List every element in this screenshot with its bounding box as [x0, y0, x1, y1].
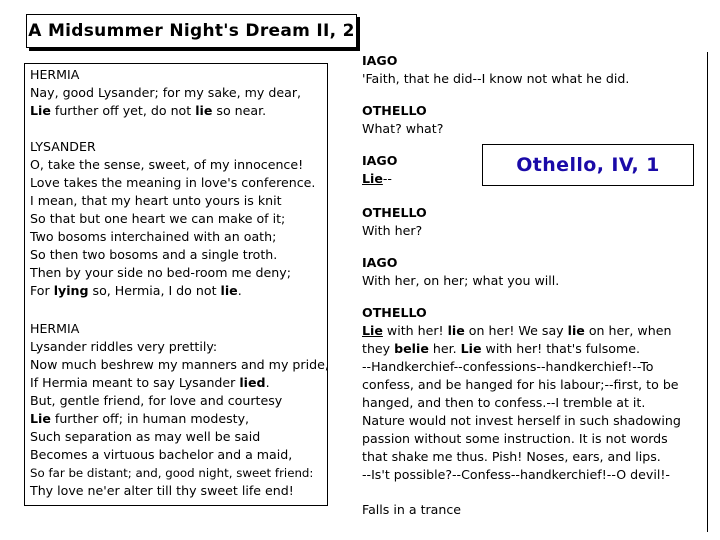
- speaker-name: OTHELLO: [362, 305, 427, 320]
- stage-direction-text: Falls in a trance: [362, 502, 462, 517]
- keyword-lie: lie: [447, 323, 465, 338]
- verse-text: her.: [428, 341, 461, 356]
- othello-speech-1: [362, 102, 702, 138]
- verse-line: O, take the sense, sweet, of my innocence!: [30, 157, 304, 172]
- speaker-name: IAGO: [362, 153, 398, 168]
- stage-direction: [362, 501, 702, 519]
- verse-line: Now much beshrew my manners and my pride,: [30, 357, 329, 372]
- verse-line: that shake me thus. Pish! Noses, ears, and lips.: [362, 449, 661, 464]
- title-box: [26, 14, 357, 48]
- verse-line: [30, 102, 301, 120]
- keyword-lie: Lie: [30, 103, 51, 118]
- keyword-lying: lying: [53, 283, 89, 298]
- lysander-speech: [30, 138, 315, 300]
- verse-text: so, Hermia, I do not: [88, 283, 221, 298]
- verse-line: Becomes a virtuous bachelor and a maid,: [30, 447, 293, 462]
- verse-line: Then by your side no bed-room me deny;: [30, 265, 291, 280]
- verse-text: .: [265, 375, 270, 390]
- verse-line: confess, and be hanged for his labour;--first, to be: [362, 377, 679, 392]
- verse-line: Nature would not invest herself in such shadowing: [362, 413, 681, 428]
- hermia-speech-2: [30, 320, 329, 500]
- verse-line: --Is't possible?--Confess--handkerchief!--O devil!-: [362, 467, 670, 482]
- verse-line: With her, on her; what you will.: [362, 273, 560, 288]
- verse-line: I mean, that my heart unto yours is knit: [30, 193, 282, 208]
- page-title: A Midsummer Night's Dream II, 2: [28, 21, 355, 41]
- verse-line: [30, 410, 329, 428]
- verse-line: So that but one heart we can make of it;: [30, 211, 286, 226]
- keyword-lie: Lie: [460, 341, 482, 356]
- keyword-lie: lie: [195, 103, 213, 118]
- verse-line: [30, 282, 315, 300]
- othello-speech-2: [362, 204, 702, 240]
- reference-box: [482, 144, 694, 186]
- verse-text: If Hermia meant to say Lysander: [30, 375, 240, 390]
- verse-line: [362, 340, 702, 358]
- verse-text: on her, when: [584, 323, 672, 338]
- verse-line: Thy love ne'er alter till thy sweet life end!: [30, 483, 294, 498]
- column-rule: [707, 52, 708, 532]
- verse-line: So then two bosoms and a single troth.: [30, 247, 278, 262]
- speaker-name: OTHELLO: [362, 205, 427, 220]
- verse-text: with her!: [382, 323, 448, 338]
- verse-text: further off; in human modesty,: [50, 411, 250, 426]
- verse-line: Nay, good Lysander; for my sake, my dear,: [30, 85, 302, 100]
- verse-text: --: [382, 171, 392, 186]
- verse-line: Such separation as may well be said: [30, 429, 261, 444]
- verse-line: What? what?: [362, 121, 444, 136]
- verse-text: so near.: [212, 103, 267, 118]
- speaker-name: IAGO: [362, 53, 398, 68]
- reference-label: Othello, IV, 1: [516, 154, 660, 176]
- speaker-name: OTHELLO: [362, 103, 427, 118]
- verse-text: they: [362, 341, 395, 356]
- keyword-lie: lie: [220, 283, 238, 298]
- verse-line: [30, 374, 329, 392]
- verse-line: passion without some instruction. It is not words: [362, 431, 668, 446]
- keyword-lie: lie: [567, 323, 585, 338]
- verse-text: with her! that's fulsome.: [481, 341, 641, 356]
- speaker-name: IAGO: [362, 255, 398, 270]
- verse-line: With her?: [362, 223, 423, 238]
- keyword-belie: belie: [394, 341, 429, 356]
- speaker-name: LYSANDER: [30, 139, 96, 154]
- midsummer-passage: [24, 63, 328, 506]
- keyword-lied: lied: [239, 375, 266, 390]
- verse-line: Two bosoms interchained with an oath;: [30, 229, 277, 244]
- othello-passage: [362, 52, 712, 532]
- verse-text: on her! We say: [464, 323, 568, 338]
- verse-line: 'Faith, that he did--I know not what he did.: [362, 71, 630, 86]
- verse-line: But, gentle friend, for love and courtesy: [30, 393, 283, 408]
- verse-text: further off yet, do not: [50, 103, 196, 118]
- iago-speech-3: [362, 254, 702, 290]
- verse-line: --Handkerchief--confessions--handkerchief!--To: [362, 359, 654, 374]
- keyword-lie: Lie: [362, 171, 383, 186]
- verse-line: Lysander riddles very prettily:: [30, 339, 218, 354]
- verse-line: hanged, and then to confess.--I tremble at it.: [362, 395, 646, 410]
- verse-line: Love takes the meaning in love's conference.: [30, 175, 316, 190]
- verse-line: So far be distant; and, good night, sweet friend:: [30, 466, 314, 480]
- verse-line: [362, 322, 702, 340]
- verse-text: .: [237, 283, 242, 298]
- verse-text: For: [30, 283, 54, 298]
- iago-speech-1: [362, 52, 702, 88]
- speaker-name: HERMIA: [30, 321, 80, 336]
- speaker-name: HERMIA: [30, 67, 80, 82]
- keyword-lie: Lie: [362, 323, 383, 338]
- othello-speech-3: [362, 304, 702, 484]
- keyword-lie: Lie: [30, 411, 51, 426]
- hermia-speech-1: [30, 66, 301, 120]
